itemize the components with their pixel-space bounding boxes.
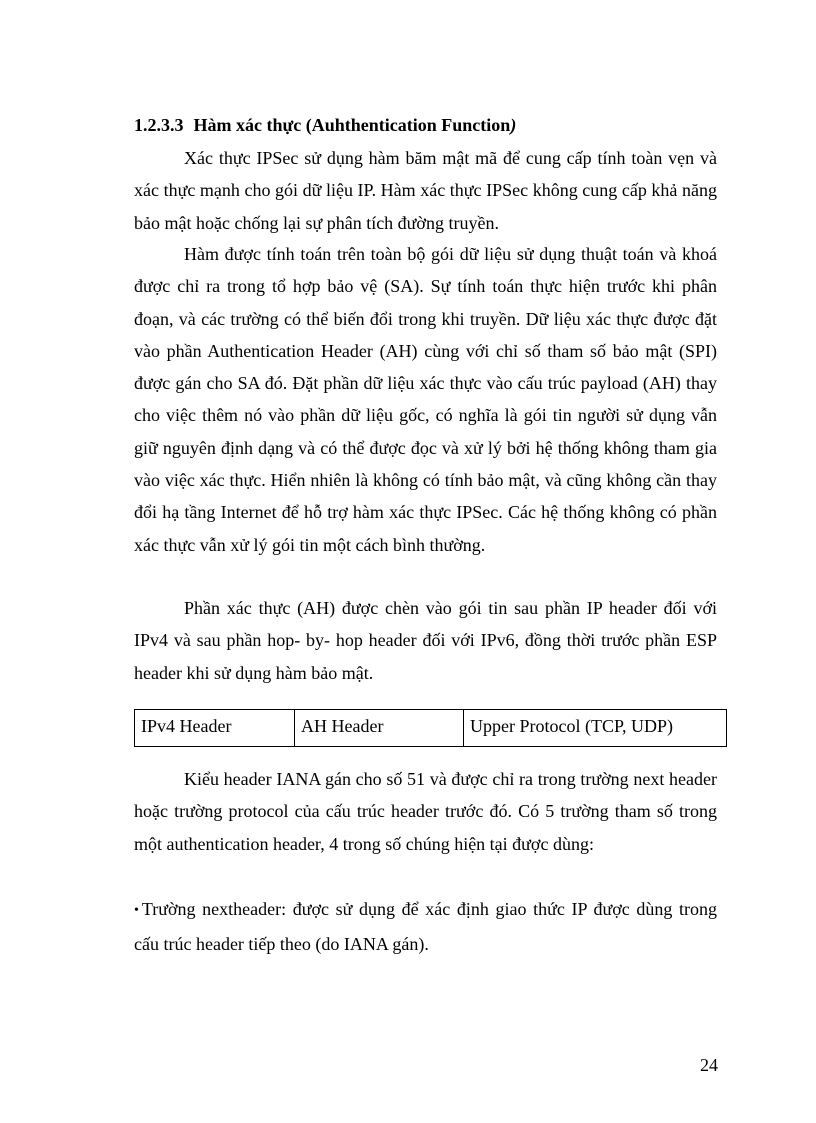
- table-row: [135, 710, 727, 747]
- ah-header-cell: AH Header: [295, 710, 464, 747]
- page-number: 24: [700, 1055, 718, 1075]
- bullet-icon: •: [134, 903, 139, 918]
- packet-structure-table: [134, 709, 727, 747]
- section-title: Hàm xác thực (Auhthentication Function: [193, 115, 511, 135]
- ipv4-header-cell: IPv4 Header: [135, 710, 295, 747]
- paragraph-ah-placement: Phần xác thực (AH) được chèn vào gói tin sau phần IP header đối với IPv4 và sau phần hop- by- hop header đối với IPv6, đồng thời trước phần ESP header khi sử dụng hàm bảo mật.: [134, 598, 717, 683]
- section-heading: [134, 112, 516, 138]
- bullet-next-header: [134, 893, 717, 961]
- section-title-closing: ): [510, 115, 517, 135]
- paragraph-hash-computation: Hàm được tính toán trên toàn bộ gói dữ liệu sử dụng thuật toán và khoá được chỉ ra trong tổ hợp bảo vệ (SA). Sự tính toán thực hiện trước khi phân đoạn, và các trường có thể biến đổi trong khi truyền. Dữ liệu xác thực được đặt vào phần Authentication Header (AH) cùng với chỉ số tham số bảo mật (SPI) được gán cho SA đó. Đặt phần dữ liệu xác thực vào cấu trúc payload (AH) thay cho việc thêm nó vào phần dữ liệu gốc, có nghĩa là gói tin người sử dụng vẫn giữ nguyên định dạng và có thể được đọc và xử lý bởi hệ thống không tham gia vào việc xác thực. Hiển nhiên là không có tính bảo mật, và cũng không cần thay đổi hạ tầng Internet để hỗ trợ hàm xác thực IPSec. Các hệ thống không có phần xác thực vẫn xử lý gói tin một cách bình thường.: [134, 244, 717, 555]
- paragraph-ipsec-auth-intro: Xác thực IPSec sử dụng hàm băm mật mã để cung cấp tính toàn vẹn và xác thực mạnh cho gói dữ liệu IP. Hàm xác thực IPSec không cung cấp khả năng bảo mật hoặc chống lại sự phân tích đường truyền.: [134, 148, 717, 233]
- paragraph-iana-header-type: Kiểu header IANA gán cho số 51 và được chỉ ra trong trường next header hoặc trường protocol của cấu trúc header trước đó. Có 5 trường tham số trong một authentication header, 4 trong số chúng hiện tại được dùng:: [134, 769, 717, 854]
- bullet-text: Trường nextheader: được sử dụng để xác định giao thức IP được dùng trong cấu trúc header tiếp theo (do IANA gán).: [134, 899, 717, 955]
- section-number: 1.2.3.3: [134, 115, 184, 135]
- upper-protocol-cell: Upper Protocol (TCP, UDP): [464, 710, 727, 747]
